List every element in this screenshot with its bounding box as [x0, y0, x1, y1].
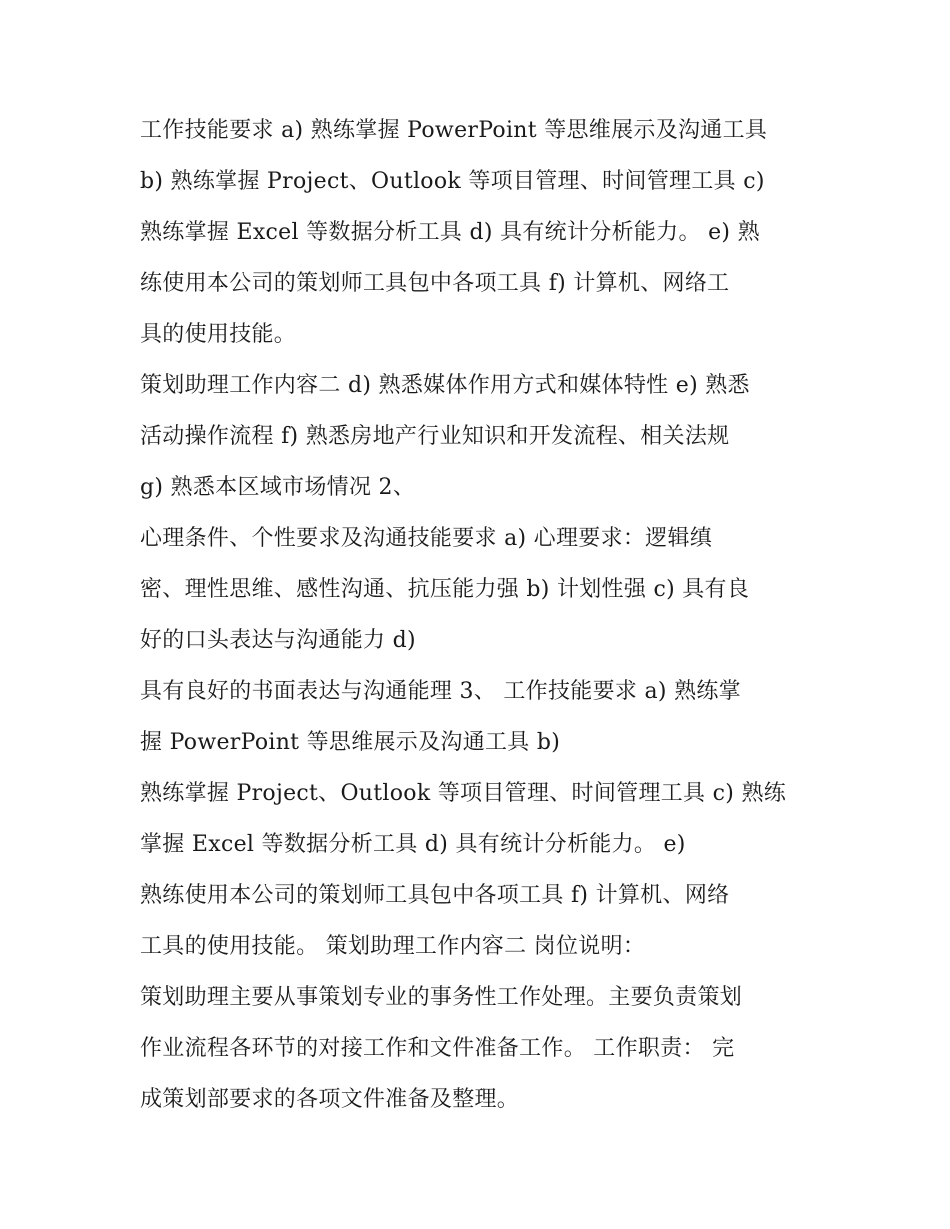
text-line: 握 PowerPoint 等思维展示及沟通工具 b) — [140, 730, 561, 755]
text-line: 熟练掌握 Project、Outlook 等项目管理、时间管理工具 c) 熟练 — [140, 781, 787, 806]
text-line: 策划助理工作内容二 d) 熟悉媒体作用方式和媒体特性 e) 熟悉 — [140, 373, 750, 398]
document-body — [140, 105, 820, 1125]
text-line: 活动操作流程 f) 熟悉房地产行业知识和开发流程、相关法规 — [140, 424, 730, 449]
text-line: 练使用本公司的策划师工具包中各项工具 f) 计算机、网络工 — [140, 271, 730, 296]
text-line: 工具的使用技能。 策划助理工作内容二 岗位说明： — [140, 934, 646, 959]
text-line: 具的使用技能。 — [140, 322, 297, 347]
text-line: 熟练掌握 Excel 等数据分析工具 d) 具有统计分析能力。 e) 熟 — [140, 220, 760, 245]
text-line: 心理条件、个性要求及沟通技能要求 a) 心理要求：逻辑缜 — [140, 526, 713, 551]
text-line: b) 熟练掌握 Project、Outlook 等项目管理、时间管理工具 c) — [140, 169, 765, 194]
text-line: 策划助理主要从事策划专业的事务性工作处理。主要负责策划 — [140, 985, 743, 1010]
text-line: 具有良好的书面表达与沟通能理 3、 工作技能要求 a) 熟练掌 — [140, 679, 741, 704]
text-line: 密、理性思维、感性沟通、抗压能力强 b) 计划性强 c) 具有良 — [140, 577, 750, 602]
text-line: g) 熟悉本区域市场情况 2、 — [140, 475, 416, 500]
text-line: 掌握 Excel 等数据分析工具 d) 具有统计分析能力。 e) — [140, 832, 686, 857]
text-line: 工作技能要求 a) 熟练掌握 PowerPoint 等思维展示及沟通工具 — [140, 118, 768, 143]
text-line: 作业流程各环节的对接工作和文件准备工作。 工作职责： 完 — [140, 1036, 735, 1061]
text-line: 好的口头表达与沟通能力 d) — [140, 628, 416, 653]
text-line: 熟练使用本公司的策划师工具包中各项工具 f) 计算机、网络 — [140, 883, 730, 908]
text-line: 成策划部要求的各项文件准备及整理。 — [140, 1087, 520, 1112]
